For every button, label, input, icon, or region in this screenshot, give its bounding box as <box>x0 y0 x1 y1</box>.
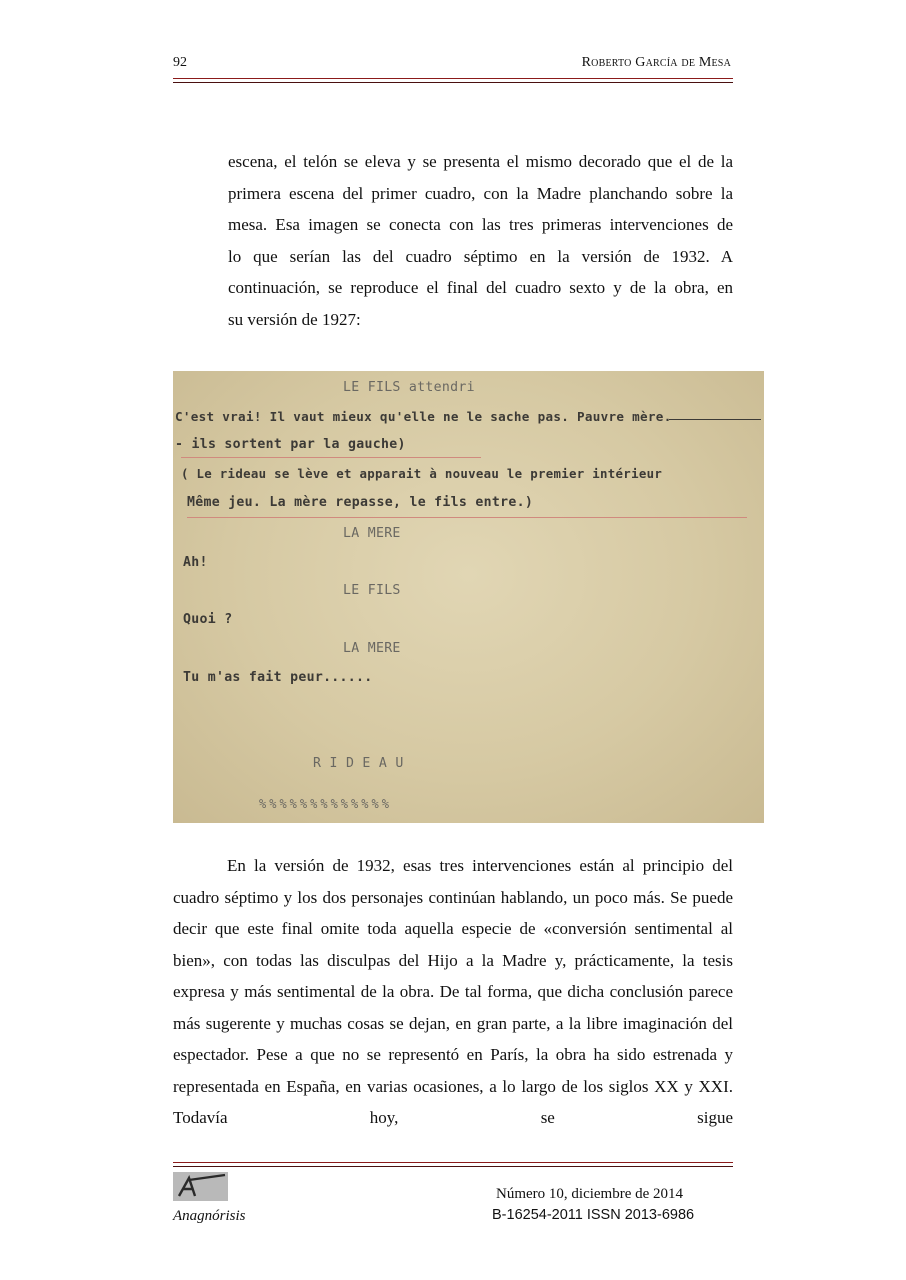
journal-logo <box>173 1172 228 1201</box>
typescript-line: C'est vrai! Il vaut mieux qu'elle ne le sache pas. Pauvre mère. <box>175 409 672 424</box>
typescript-line: R I D E A U <box>313 756 404 771</box>
typescript-line: Tu m'as fait peur...... <box>183 670 373 685</box>
journal-name: Anagnórisis <box>173 1208 246 1224</box>
typescript-line: LA MERE <box>343 526 401 541</box>
red-pencil-line <box>187 517 747 518</box>
page-header <box>173 55 733 75</box>
typescript-line: LE FILS <box>343 583 401 598</box>
quote-line: mesa. Esa imagen se conecta con las tres primeras intervenciones de <box>228 215 733 234</box>
body-paragraph: En la versión de 1932, esas tres intervenciones están al principio del cuadro séptimo y los dos personajes continúan hablando, un poco más. Se puede decir que este final omite toda aquella especie de «conversión sentimental al bien», con todas las disculpas del Hijo a la Madre y, prácticamente, la tesis expresa y más sentimental de la obra. De tal forma, que dicha conclusión parece más sugerente y muchas cosas se dejan, en gran parte, a la libre imaginación del espectador. Pese a que no se representó en París, la obra ha sido estrenada y representada en España, en varias ocasiones, a lo largo de los siglos XX y XXI. Todavía hoy, se sigue <box>173 856 733 1127</box>
typescript-line: - ils sortent par la gauche) <box>175 437 406 452</box>
typescript-line: %%%%%%%%%%%%% <box>259 797 392 811</box>
typescript-line: Quoi ? <box>183 612 233 627</box>
header-rule-dark <box>173 82 733 83</box>
quote-line: continuación, se reproduce el final del cuadro sexto y de la obra, en <box>228 278 733 297</box>
typescript-facsimile <box>173 371 764 823</box>
running-head-author: Roberto García de Mesa <box>581 55 731 70</box>
header-rule-red <box>173 78 733 79</box>
typescript-line: Même jeu. La mère repasse, le fils entre.) <box>187 495 534 510</box>
footer-rule-red <box>173 1162 733 1163</box>
red-pencil-line <box>181 457 481 458</box>
page-number: 92 <box>173 55 187 70</box>
quote-line: primera escena del primer cuadro, con la Madre planchando sobre la <box>228 183 733 203</box>
footer-rule-dark <box>173 1166 733 1167</box>
typescript-line: ( Le rideau se lève et apparait à nouveau le premier intérieur <box>181 466 663 481</box>
quote-line: escena, el telón se eleva y se presenta el mismo decorado que el de la <box>228 152 733 171</box>
typescript-line: LE FILS attendri <box>343 380 475 395</box>
strikethrough-mark <box>669 419 761 420</box>
issue-info: Número 10, diciembre de 2014 <box>496 1186 684 1202</box>
typescript-line: Ah! <box>183 555 208 570</box>
quote-line: su versión de 1927: <box>228 309 361 329</box>
typescript-line: LA MERE <box>343 641 401 656</box>
quote-line: lo que serían las del cuadro séptimo en la versión de 1932. A <box>228 246 733 266</box>
indented-paragraph <box>228 146 733 335</box>
issn-info: B-16254-2011 ISSN 2013-6986 <box>492 1207 695 1223</box>
